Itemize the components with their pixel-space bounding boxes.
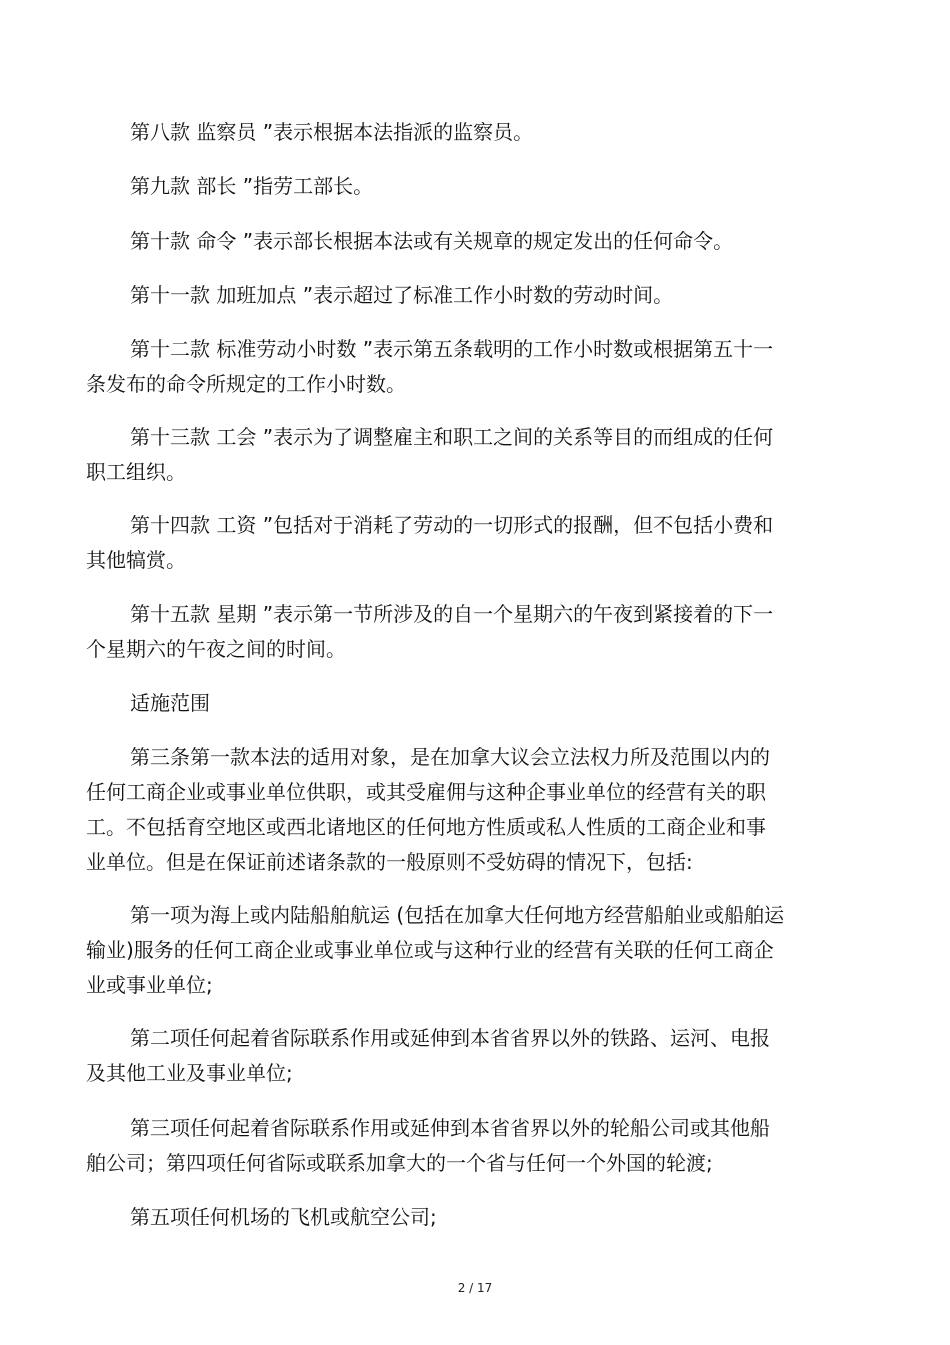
paragraph-clause-10	[86, 224, 836, 259]
page-number: 2 / 17	[457, 1281, 493, 1295]
paragraph-line: 第九款 部长 ”指劳工部长。	[130, 174, 374, 198]
paragraph-line: 第三项任何起着省际联系作用或延伸到本省省界以外的轮船公司或其他船	[130, 1116, 770, 1140]
paragraph-line: 第十二款 标准劳动小时数 ”表示第五条载明的工作小时数或根据第五十一	[130, 337, 774, 361]
paragraph-line: 第十一款 加班加点 ”表示超过了标准工作小时数的劳动时间。	[130, 283, 674, 307]
paragraph-article-3-clause-1	[86, 740, 836, 880]
paragraph-line: 第十三款 工会 ”表示为了调整雇主和职工之间的关系等目的而组成的任何	[130, 425, 774, 449]
paragraph-line: 舶公司；第四项任何省际或联系加拿大的一个省与任何一个外国的轮渡;	[86, 1151, 713, 1175]
paragraph-line: 第三条第一款本法的适用对象，是在加拿大议会立法权力所及范围以内的	[130, 745, 770, 769]
paragraph-line: 业或事业单位;	[86, 973, 213, 997]
paragraph-line: 任何工商企业或事业单位供职，或其受雇佣与这种企事业单位的经营有关的职	[86, 780, 766, 804]
paragraph-item-5	[86, 1200, 836, 1235]
paragraph-clause-9	[86, 169, 836, 204]
paragraph-line: 第五项任何机场的飞机或航空公司;	[130, 1205, 437, 1229]
paragraph-line: 业单位。但是在保证前述诸条款的一般原则不受妨碍的情况下，包括:	[86, 850, 693, 874]
paragraph-line: 第二项任何起着省际联系作用或延伸到本省省界以外的铁路、运河、电报	[130, 1026, 770, 1050]
paragraph-clause-11	[86, 278, 836, 313]
paragraph-line: 及其他工业及事业单位;	[86, 1061, 293, 1085]
paragraph-line: 工。不包括育空地区或西北诸地区的任何地方性质或私人性质的工商企业和事	[86, 815, 766, 839]
paragraph-clause-13	[86, 420, 836, 490]
paragraph-line: 第一项为海上或内陆船舶航运 (包括在加拿大任何地方经营船舶业或船舶运	[130, 903, 785, 927]
paragraph-line: 个星期六的午夜之间的时间。	[86, 637, 346, 661]
paragraph-line: 适施范围	[130, 691, 210, 715]
paragraph-item-3	[86, 1111, 836, 1181]
paragraph-line: 第十四款 工资 ”包括对于消耗了劳动的一切形式的报酬，但不包括小费和	[130, 513, 774, 537]
paragraph-line: 输业)服务的任何工商企业或事业单位或与这种行业的经营有关联的任何工商企	[86, 938, 774, 962]
paragraph-line: 条发布的命令所规定的工作小时数。	[86, 372, 406, 396]
paragraph-item-2	[86, 1021, 836, 1091]
paragraph-line: 第十五款 星期 ”表示第一节所涉及的自一个星期六的午夜到紧接着的下一	[130, 602, 774, 626]
section-heading-scope	[86, 686, 836, 721]
paragraph-line: 第八款 监察员 ”表示根据本法指派的监察员。	[130, 120, 534, 144]
paragraph-item-1	[86, 898, 836, 1003]
paragraph-line: 职工组织。	[86, 460, 186, 484]
paragraph-clause-14	[86, 508, 836, 578]
paragraph-clause-8	[86, 115, 836, 150]
paragraph-clause-15	[86, 597, 836, 667]
paragraph-line: 其他犒赏。	[86, 548, 186, 572]
paragraph-clause-12	[86, 332, 836, 402]
paragraph-line: 第十款 命令 ”表示部长根据本法或有关规章的规定发出的任何命令。	[130, 229, 734, 253]
